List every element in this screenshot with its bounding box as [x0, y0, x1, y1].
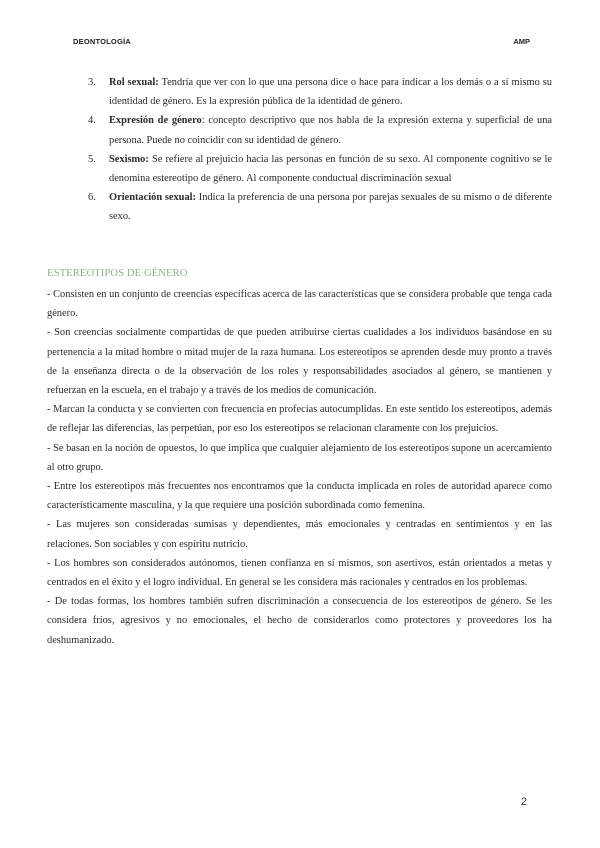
stereotypes-section	[47, 264, 552, 650]
list-item-text: Tendría que ver con lo que una persona dice o hace para indicar a los demás o a sí mismo su identidad de género. Es la expresión pública de la identidad de género.	[109, 77, 552, 108]
header-author: AMP	[513, 37, 530, 46]
header-subject: DEONTOLOGÍA	[73, 37, 131, 46]
paragraph: - Los hombres son considerados autónomos, tienen confianza en sí mismos, son asertivos, están orientados a metas y centrados en el éxito y el logro individual. En general se les considera más racionales y centrados en los problemas.	[47, 557, 552, 589]
definitions-list	[88, 73, 552, 227]
paragraph: - Las mujeres son consideradas sumisas y dependientes, más emocionales y centradas en sentimientos y en las relaciones. Son sociables y con espíritu nutricio.	[47, 519, 552, 550]
list-item-term: Orientación sexual:	[109, 192, 197, 204]
list-item-text: : concepto descriptivo que nos habla de la expresión externa y superficial de una persona. Puede no coincidir con su identidad de género.	[109, 115, 552, 146]
page-header	[73, 37, 530, 49]
list-item-term: Sexismo:	[109, 153, 149, 165]
paragraph: - Son creencias socialmente compartidas de que pueden atribuirse ciertas cualidades a los individuos basándose en su pertenencia a la mitad hombre o mitad mujer de la raza humana. Los estereotipos se aprenden desde muy pronto a través de la enseñanza directa o de la observación de los roles y responsabilidades asociados al género, se mantienen y refuerzan en la escuela, en el trabajo y a través de los medios de comunicación.	[47, 327, 552, 397]
list-item	[88, 150, 552, 188]
paragraph: - Marcan la conducta y se convierten con frecuencia en profecías autocumplidas. En este sentido los estereotipos, además de reflejar las diferencias, las perpetúan, por eso los estereotipos se relacionan claramente con los prejuicios.	[47, 404, 552, 435]
section-title: ESTEREOTIPOS DE GÉNERO	[47, 268, 188, 279]
list-item-text: Indica la preferencia de una persona por parejas sexuales de su mismo o de diferente sexo.	[109, 192, 553, 223]
list-item-number: 3.	[88, 77, 96, 88]
page-number: 2	[520, 796, 527, 808]
list-item	[88, 188, 552, 226]
list-item-term: Rol sexual:	[109, 77, 159, 88]
list-item-number: 5.	[88, 153, 96, 165]
list-item-number: 4.	[88, 115, 96, 127]
paragraph: - Entre los estereotipos más frecuentes nos encontramos que la conducta implicada en roles de autoridad aparece como característicamente masculina, y la que requiere una posición subordinada como femenina.	[47, 481, 552, 512]
list-item-text: Se refiere al prejuicio hacia las personas en función de su sexo. Al componente cognitivo se le denomina estereotipo de género. Al componente conductual discriminación sexual	[109, 153, 552, 185]
paragraph: - Consisten en un conjunto de creencias específicas acerca de las características que se considera probable que tenga cada género.	[47, 289, 552, 320]
paragraph: - De todas formas, los hombres también sufren discriminación a consecuencia de los estereotipos de género. Se les considera fríos, agresivos y no emocionales, el hecho de considerarlos como protectores y proveedores los ha deshumanizado.	[47, 596, 552, 646]
paragraph: - Se basan en la noción de opuestos, lo que implica que cualquier alejamiento de los estereotipos supone un acercamiento al otro grupo.	[47, 442, 552, 473]
list-item-term: Expresión de género	[109, 115, 202, 127]
list-item-number: 6.	[88, 192, 96, 204]
list-item	[88, 111, 552, 149]
list-item	[88, 73, 552, 111]
